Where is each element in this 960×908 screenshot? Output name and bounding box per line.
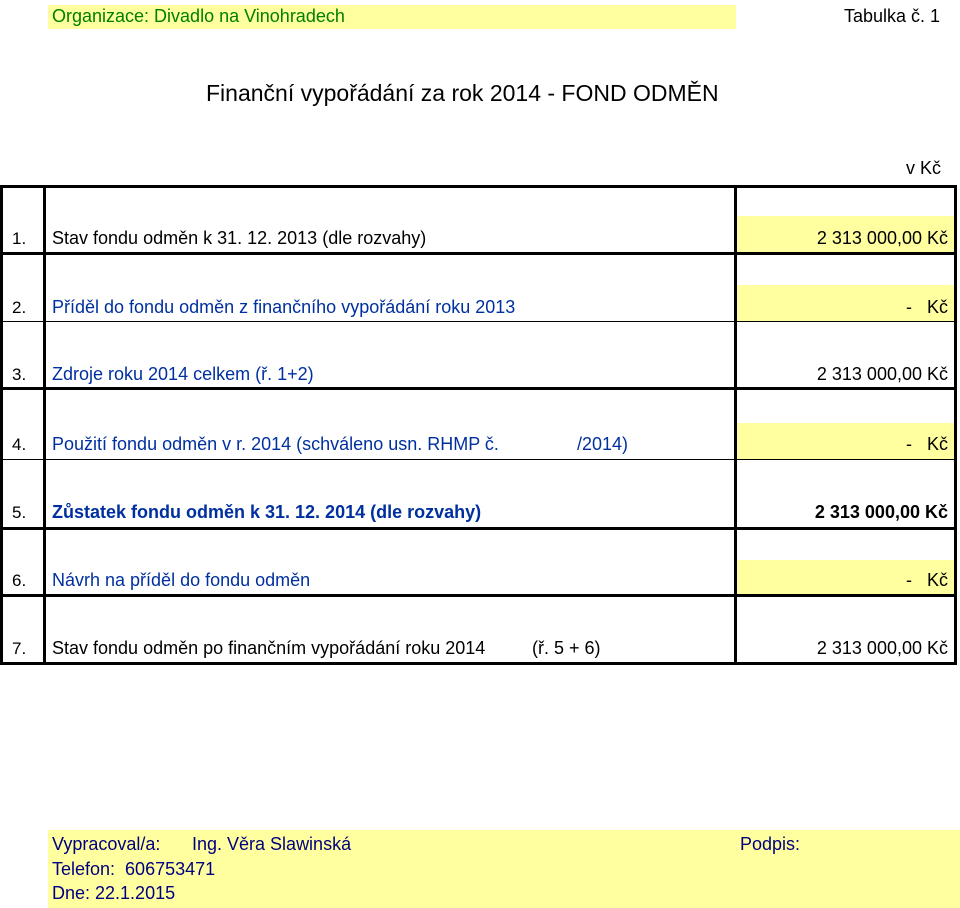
row-amount: - Kč	[905, 297, 948, 317]
row-number: 4.	[12, 435, 27, 454]
row-amount: 2 313 000,00 Kč	[816, 364, 948, 384]
row-label-suffix: /2014)	[577, 434, 629, 454]
table-number-divider	[43, 185, 46, 665]
row-label: Zůstatek fondu odměn k 31. 12. 2014 (dle rozvahy)	[52, 502, 482, 522]
row-number: 2.	[12, 298, 27, 317]
table-left-border	[0, 185, 3, 665]
row-separator	[0, 387, 957, 390]
row-amount: 2 313 000,00 Kč	[816, 638, 948, 658]
row-number: 1.	[12, 229, 27, 248]
table-number: Tabulka č. 1	[844, 6, 941, 26]
row-label: Použití fondu odměn v r. 2014 (schváleno usn. RHMP č.	[52, 434, 499, 454]
prepared-by-name: Ing. Věra Slawinská	[192, 834, 352, 854]
row-separator	[0, 252, 957, 255]
row-separator	[0, 594, 957, 597]
row-number: 7.	[12, 639, 27, 658]
row-number: 6.	[12, 571, 27, 590]
row-label: Příděl do fondu odměn z finančního vypořádání roku 2013	[52, 297, 516, 317]
row-amount: 2 313 000,00 Kč	[816, 228, 948, 248]
date: Dne: 22.1.2015	[52, 883, 176, 903]
row-label-suffix: (ř. 5 + 6)	[532, 638, 601, 658]
row-amount: 2 313 000,00 Kč	[814, 502, 948, 522]
table-top-border	[0, 185, 957, 188]
row-amount: - Kč	[905, 570, 948, 590]
signature-label: Podpis:	[740, 834, 801, 854]
currency-unit: v Kč	[906, 158, 942, 178]
row-amount: - Kč	[905, 434, 948, 454]
row-separator	[0, 527, 957, 530]
table-right-border	[954, 185, 957, 665]
phone: Telefon: 606753471	[52, 859, 216, 879]
table-bottom-border	[0, 662, 957, 665]
row-separator	[0, 321, 957, 322]
organization-name: Organizace: Divadlo na Vinohradech	[52, 6, 345, 26]
row-label: Návrh na příděl do fondu odměn	[52, 570, 311, 590]
row-label: Stav fondu odměn po finančním vypořádání roku 2014	[52, 638, 486, 658]
page-title: Finanční vypořádání za rok 2014 - FOND ODMĚN	[206, 80, 719, 106]
prepared-by-label: Vypracoval/a:	[52, 834, 161, 854]
row-number: 5.	[12, 503, 27, 522]
row-separator	[0, 459, 957, 460]
row-number: 3.	[12, 365, 27, 384]
row-label: Zdroje roku 2014 celkem (ř. 1+2)	[52, 364, 314, 384]
row-label: Stav fondu odměn k 31. 12. 2013 (dle rozvahy)	[52, 228, 427, 248]
